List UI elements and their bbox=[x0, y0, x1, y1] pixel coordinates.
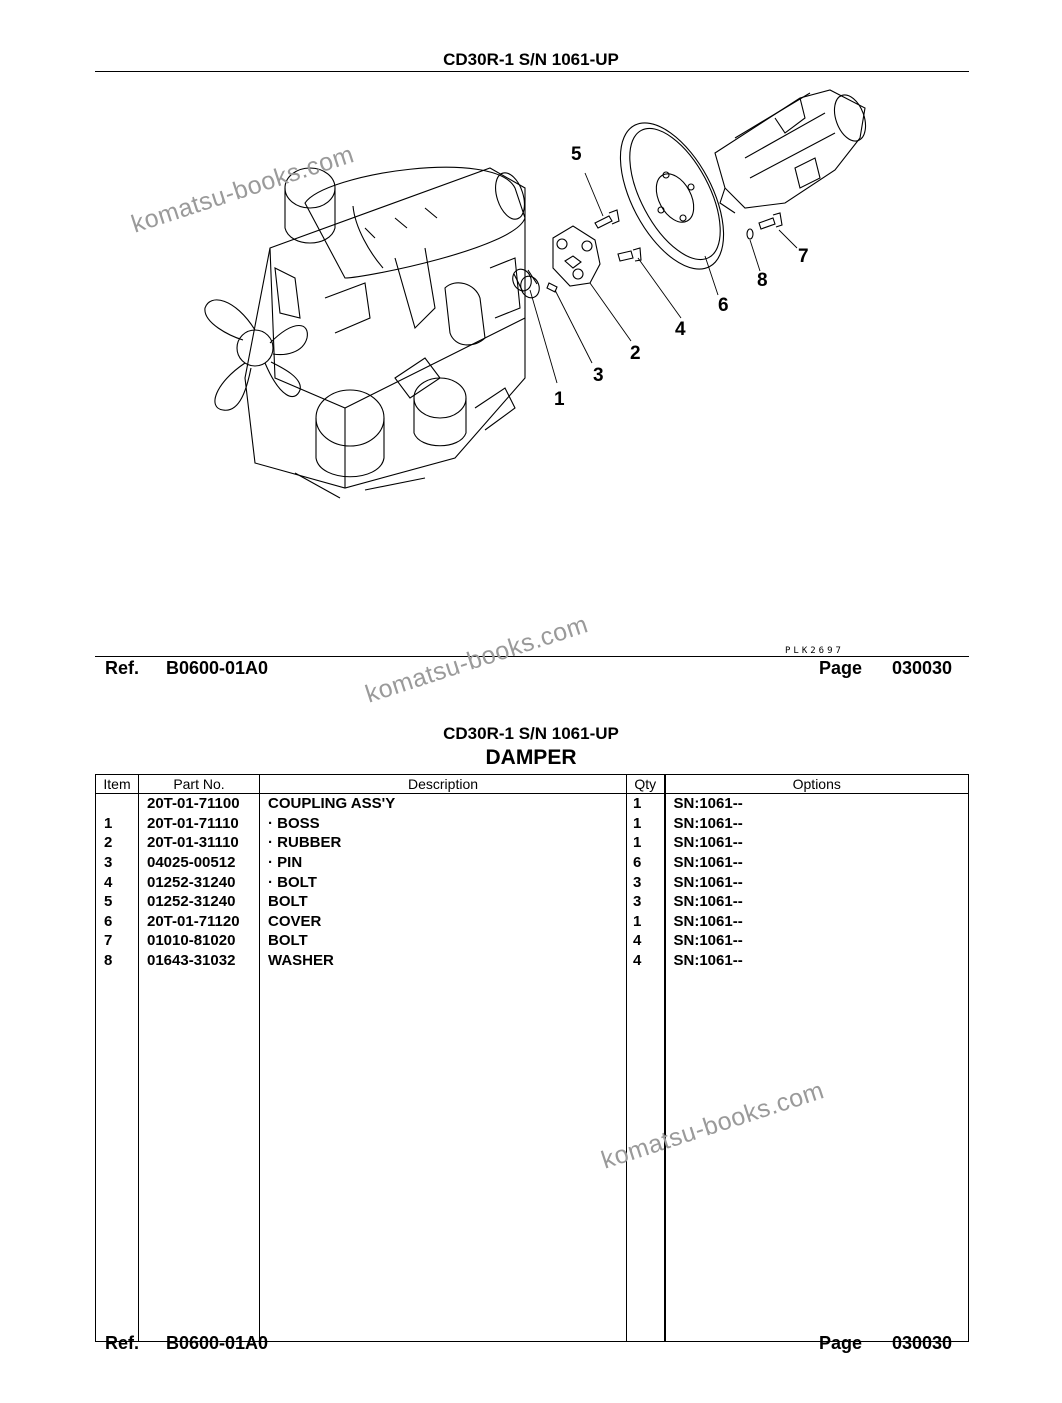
header-rule-top bbox=[95, 71, 969, 72]
hydraulic-pump-illustration bbox=[715, 90, 871, 213]
cell-qty: 1 bbox=[627, 814, 665, 834]
exploded-parts-diagram bbox=[95, 78, 895, 656]
part-4-bolt bbox=[618, 248, 641, 261]
cell-qty: 3 bbox=[627, 892, 665, 912]
cell-item: 2 bbox=[96, 833, 139, 853]
section-title: DAMPER bbox=[485, 746, 577, 769]
cell-item: 1 bbox=[96, 814, 139, 834]
cell-description: BOLT bbox=[260, 892, 627, 912]
cell-item: 3 bbox=[96, 853, 139, 873]
col-header-part-no: Part No. bbox=[139, 775, 260, 794]
watermark-text: komatsu-books.com bbox=[598, 1076, 828, 1175]
cell-part-no: 04025-00512 bbox=[139, 853, 260, 873]
cell-options: SN:1061-- bbox=[665, 931, 969, 951]
cell-qty: 6 bbox=[627, 853, 665, 873]
cell-description: COUPLING ASS'Y bbox=[260, 794, 627, 814]
callout-2: 2 bbox=[630, 343, 641, 364]
ref-code-bottom: B0600-01A0 bbox=[166, 1333, 269, 1353]
part-1-boss bbox=[510, 267, 542, 301]
cell-qty: 4 bbox=[627, 951, 665, 971]
page-number-top: 030030 bbox=[892, 658, 953, 678]
col-header-options: Options bbox=[665, 775, 969, 794]
cell-item: 5 bbox=[96, 892, 139, 912]
page-label-top: Page bbox=[819, 658, 863, 678]
col-header-description: Description bbox=[260, 775, 627, 794]
cell-qty: 4 bbox=[627, 931, 665, 951]
cell-description: WASHER bbox=[260, 951, 627, 971]
callout-3: 3 bbox=[593, 365, 604, 386]
watermark-text: komatsu-books.com bbox=[362, 610, 592, 709]
callout-4: 4 bbox=[675, 319, 686, 340]
cell-item bbox=[96, 794, 139, 814]
cell-qty: 3 bbox=[627, 872, 665, 892]
cell-part-no: 01643-31032 bbox=[139, 951, 260, 971]
table-row bbox=[96, 951, 969, 971]
table-header-row bbox=[96, 775, 969, 794]
callout-1: 1 bbox=[554, 389, 565, 410]
cell-options: SN:1061-- bbox=[665, 892, 969, 912]
cell-part-no: 01010-81020 bbox=[139, 931, 260, 951]
cell-description: · PIN bbox=[260, 853, 627, 873]
col-header-qty: Qty bbox=[627, 775, 665, 794]
page-label-bottom: Page bbox=[819, 1333, 863, 1353]
cell-part-no: 20T-01-31110 bbox=[139, 833, 260, 853]
part-5-bolt bbox=[595, 210, 619, 228]
cell-item: 6 bbox=[96, 912, 139, 932]
part-8-washer bbox=[747, 229, 753, 239]
cell-options: SN:1061-- bbox=[665, 814, 969, 834]
table-row bbox=[96, 892, 969, 912]
cell-description: COVER bbox=[260, 912, 627, 932]
ref-code-top: B0600-01A0 bbox=[166, 658, 269, 678]
page-number-bottom: 030030 bbox=[892, 1333, 953, 1353]
cell-part-no: 01252-31240 bbox=[139, 892, 260, 912]
cell-options: SN:1061-- bbox=[665, 872, 969, 892]
cell-options: SN:1061-- bbox=[665, 794, 969, 814]
part-2-rubber bbox=[553, 226, 600, 286]
part-7-bolt bbox=[759, 213, 782, 229]
cell-qty: 1 bbox=[627, 912, 665, 932]
cell-item: 8 bbox=[96, 951, 139, 971]
cell-part-no: 20T-01-71120 bbox=[139, 912, 260, 932]
page-title-bottom: CD30R-1 S/N 1061-UP bbox=[443, 724, 619, 743]
cell-options: SN:1061-- bbox=[665, 951, 969, 971]
cell-part-no: 20T-01-71100 bbox=[139, 794, 260, 814]
cell-description: · BOSS bbox=[260, 814, 627, 834]
watermark-text: komatsu-books.com bbox=[128, 140, 358, 239]
cell-part-no: 20T-01-71110 bbox=[139, 814, 260, 834]
callout-6: 6 bbox=[718, 295, 729, 316]
drawing-code: PLK2697 bbox=[785, 646, 844, 656]
table-row bbox=[96, 853, 969, 873]
cell-qty: 1 bbox=[627, 794, 665, 814]
cell-qty: 1 bbox=[627, 833, 665, 853]
table-row bbox=[96, 872, 969, 892]
ref-label-top: Ref. bbox=[105, 658, 140, 678]
cell-description: · BOLT bbox=[260, 872, 627, 892]
table-empty-space bbox=[96, 970, 969, 1342]
cell-item: 7 bbox=[96, 931, 139, 951]
cell-part-no: 01252-31240 bbox=[139, 872, 260, 892]
part-6-cover bbox=[599, 107, 745, 286]
callout-7: 7 bbox=[798, 246, 809, 267]
table-row bbox=[96, 814, 969, 834]
cell-options: SN:1061-- bbox=[665, 853, 969, 873]
table-row bbox=[96, 794, 969, 814]
page-title-top: CD30R-1 S/N 1061-UP bbox=[443, 50, 619, 69]
callout-8: 8 bbox=[757, 270, 768, 291]
cell-description: BOLT bbox=[260, 931, 627, 951]
col-header-item: Item bbox=[96, 775, 139, 794]
table-row bbox=[96, 931, 969, 951]
parts-table bbox=[95, 774, 969, 1342]
callout-5: 5 bbox=[571, 144, 582, 165]
engine-illustration bbox=[205, 167, 530, 498]
cell-options: SN:1061-- bbox=[665, 912, 969, 932]
cell-description: · RUBBER bbox=[260, 833, 627, 853]
table-row bbox=[96, 912, 969, 932]
table-row bbox=[96, 833, 969, 853]
ref-label-bottom: Ref. bbox=[105, 1333, 140, 1353]
cell-item: 4 bbox=[96, 872, 139, 892]
cell-options: SN:1061-- bbox=[665, 833, 969, 853]
